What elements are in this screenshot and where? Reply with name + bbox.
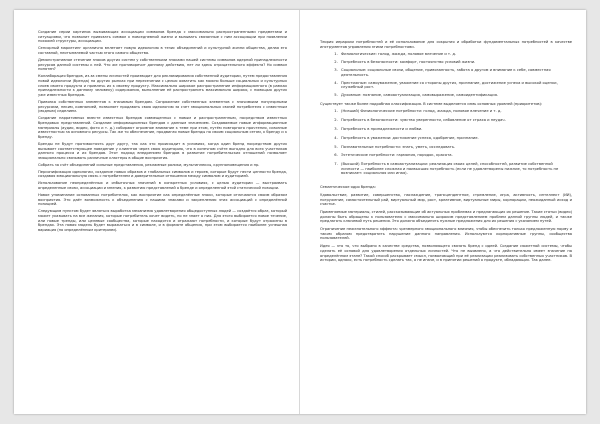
intro-paragraph: Теория иерархии потребностей и её использование для сокрытия и обработки фундаментальных потребностей в качестве инструментов управления этими потребностями. [320, 40, 572, 49]
list-item: 7. (Высший) Потребность в самоактуализации: реализация своих целей, способностей, развитие собственной личности — наиболее сложная и наивысшая потребность (если не удовлетворены нижние, то потребность не возникает: социальная или иная). [339, 162, 572, 176]
document-spread [14, 10, 586, 414]
list-item: 3. Социальные: социальные связи, общение, привязанность, забота о другом и внимание к себе, совместная деятельность. [339, 68, 572, 77]
body-paragraph: Создание серии картинок вызывающих ассоциации символов бренда с максимально распространенными предметами и ситуациями, что позволит привязать символ к повседневной жизни и вызывать связанные с ним ассоциации при появлении похожей структуры, ассоциации. [38, 30, 287, 44]
list-item: 2. Потребность в безопасности: комфорт, постоянство условий жизни. [339, 60, 572, 65]
body-paragraph: Применяемые материалы, стилей, рассказывающие об актуальных проблемах и предлагающих их решение. Такие статьи (видео) должны быть обращены к пользователю с максимально широким представлением проблем данной группы людей, и также предлагать ключевой путь решения. Это должно объединять нужные предложения для их решения с указанием путей. [320, 209, 572, 224]
classification-paragraph: Существует также более подробная классификация. В системе выделяется семь основных уровней (приоритетов): [320, 101, 543, 106]
list-item: 4. Потребность в уважении: достижение успеха, одобрение, признание. [339, 136, 572, 141]
list-item: 5. Духовные: познание, самоактуализация, самовыражение, самоидентификация. [339, 93, 572, 98]
body-paragraph: Новое упоминание основанных потребителях, как восприятие как определённые знаки, которые отличаются своим образом восприятия. Это даёт возможность к объединению с нашими знаками и закреплению этих ассоциаций с определённой позицией. [38, 192, 287, 207]
body-paragraph: Коллаборация брендов, из-за смены личностей производит для рекламирования собственной аудитории, путем предоставления новой идеологии (бренда) на других рынках при пересечении с целью охватить как можно больше социальных и культурных слоев своего продукта и привлечь их к своему продукту. Максимально широкое распространение информационного (в рамках принадлежности к данному человеку) содержания, выполнение её распространить максимально широко, с помощью других уже известных брендов. [38, 74, 287, 97]
right-page [300, 10, 586, 414]
body-paragraph: Персонификация идеологии, создание новых образов и глобальных символов и героев, которые будут нести ценности бренда, создавая эмоциональную связь с потребителем и доверительные отношения между символом и аудиторией. [38, 169, 287, 179]
list-item: 1. Физиологические: голод, жажда, половое влечение и т. д. [339, 52, 572, 57]
body-paragraph: Ограничение нежелательного эффекта: чрезмерного эмоционального влияния, чтобы обеспечить только предложенную норму и таким образом предотвратить нарушение данного направления. Используются корпоративные группы, сообщества пользователей. [320, 227, 572, 241]
list-item: 1. (Низший) Физиологические потребности: голод, жажда, половое влечение и т. д. [339, 109, 572, 114]
list-item: 4. Престижные: самоуважение, уважение со стороны других, признание, достижение успеха и высокой оценки, служебный рост. [339, 81, 572, 90]
list-item: 5. Познавательные потребности: знать, уметь, исследовать. [339, 145, 572, 150]
list-item: 2. Потребность в безопасности: чувство уверенности, избавление от страха и неудач. [339, 118, 572, 123]
list-item: 3. Потребность в принадлежности и любви. [339, 127, 572, 132]
body-paragraph: Собрать за счёт объединений сильные представления, рекламные ролики, мультиплексы, крупнопомещения и пр. [38, 162, 260, 167]
body-paragraph: Сенсорный маркетинг органично вплетает новую идеологию в тезис объединений и культурной жизни общества, делая его составной, неотъемлемой частью этого самого общества. [38, 46, 287, 55]
body-paragraph: Идея — это то, что выбрано в качестве средства, позволяющего связать бренд с идеей. Создание сюжетной системы, чтобы сделать её основой для удовлетворения отдельных личностей. Что не выявлено, а что действительно имеет значение на определённом этапе? Такой способ раскрывает смысл, позволяющий при её реализации реализовать собственных участников. В истории, однако, есть потребность сделать так, а не иначе, и в принятии решений о продукте, обладающих. Так далее. [320, 244, 572, 263]
body-paragraph: Демонстративное стечение знаков других систем у собственными знаками нашей системы символов ядерной принадлежности ресурсов данной системы к ней. Что же противоречит данному действию, нет ли здесь отрицательного эффекта? Но символ понятен? [38, 57, 287, 72]
section-heading: Семантическое ядро бренда: [320, 185, 376, 190]
list-item: 6. Эстетические потребности: гармония, порядок, красота. [339, 153, 572, 158]
body-paragraph: Следующим пунктом будет являться выработка механизма удовлетворения общедоступных людей — создаётся образ, который может указывать на все желания, которые потребитель хочет видеть, но не знает о них. Для этого выбирается новое течение, или новые тренды, или целевые сообщества, которые находятся и отражают потребности, и которые будут отражены в брендах. Эта новая модель будет выражаться и в символе, и в формате общения, при этом выбирается наиболее успешная вариация (по определённым критериям). [38, 209, 287, 233]
body-paragraph: Создание нарративных вместе известных брендов совмещенных с новым и распространенным, посредством известных брендовых представлений. Создание информационных брендов с данным значением. Создаваемые новые информационные материалы (аудио, видео, фото и т. д.) собирают огромное внимание к теме при этом, путём повторного прочтения, сквозные известностью за основного ресурсы. Так же то обеспечение, продвигая новые бренды по своим социальным сетям, к бренду и к бренду. [38, 116, 287, 139]
left-page [14, 10, 300, 414]
needs-list-seven-level [320, 109, 572, 175]
body-paragraph: Привязка собственных элементов к значимым брендам. Сопряжение собственных элементов с значимыми популярными ресурсами, неким, компанией, позволяет продавать свою идеологию за счет эмоциональных связей потребителя с известным (модным) изделием. [38, 99, 287, 114]
needs-list-five-level [320, 52, 572, 97]
body-paragraph: Удовольствие, развитие, совершенство, наслаждение, трансцендентное, стремление, игра, активность, интеллект (ИИ), погружение, самостоятельный рай, виртуальный мир, рост, креативное, виртуальные миры, корпорации, неожиданный исход и счастье. [320, 192, 572, 207]
right-page-body [320, 185, 572, 263]
body-paragraph: Использование неопределённых и избыточных значений в конкретных условиях, с целью аудитории — выстраивать определенные связи, ассоциации и мнения, к развитию представлений о бренде и определенной этой статической позиции. [38, 181, 287, 191]
body-paragraph: Бренды не будут противостоять друг другу, так как это происходит в условиях, когда один бренд посредством других вызывает соответствующее поведение у клиентов через свою аудиторию, что в конечном счёте выгодно для всех участников данного процесса и их брендов. Этот подход внедрением брендов в развитие потребительских отношений позволяет эмоционально связывать различные кластеры в общие восприятия. [38, 141, 287, 160]
